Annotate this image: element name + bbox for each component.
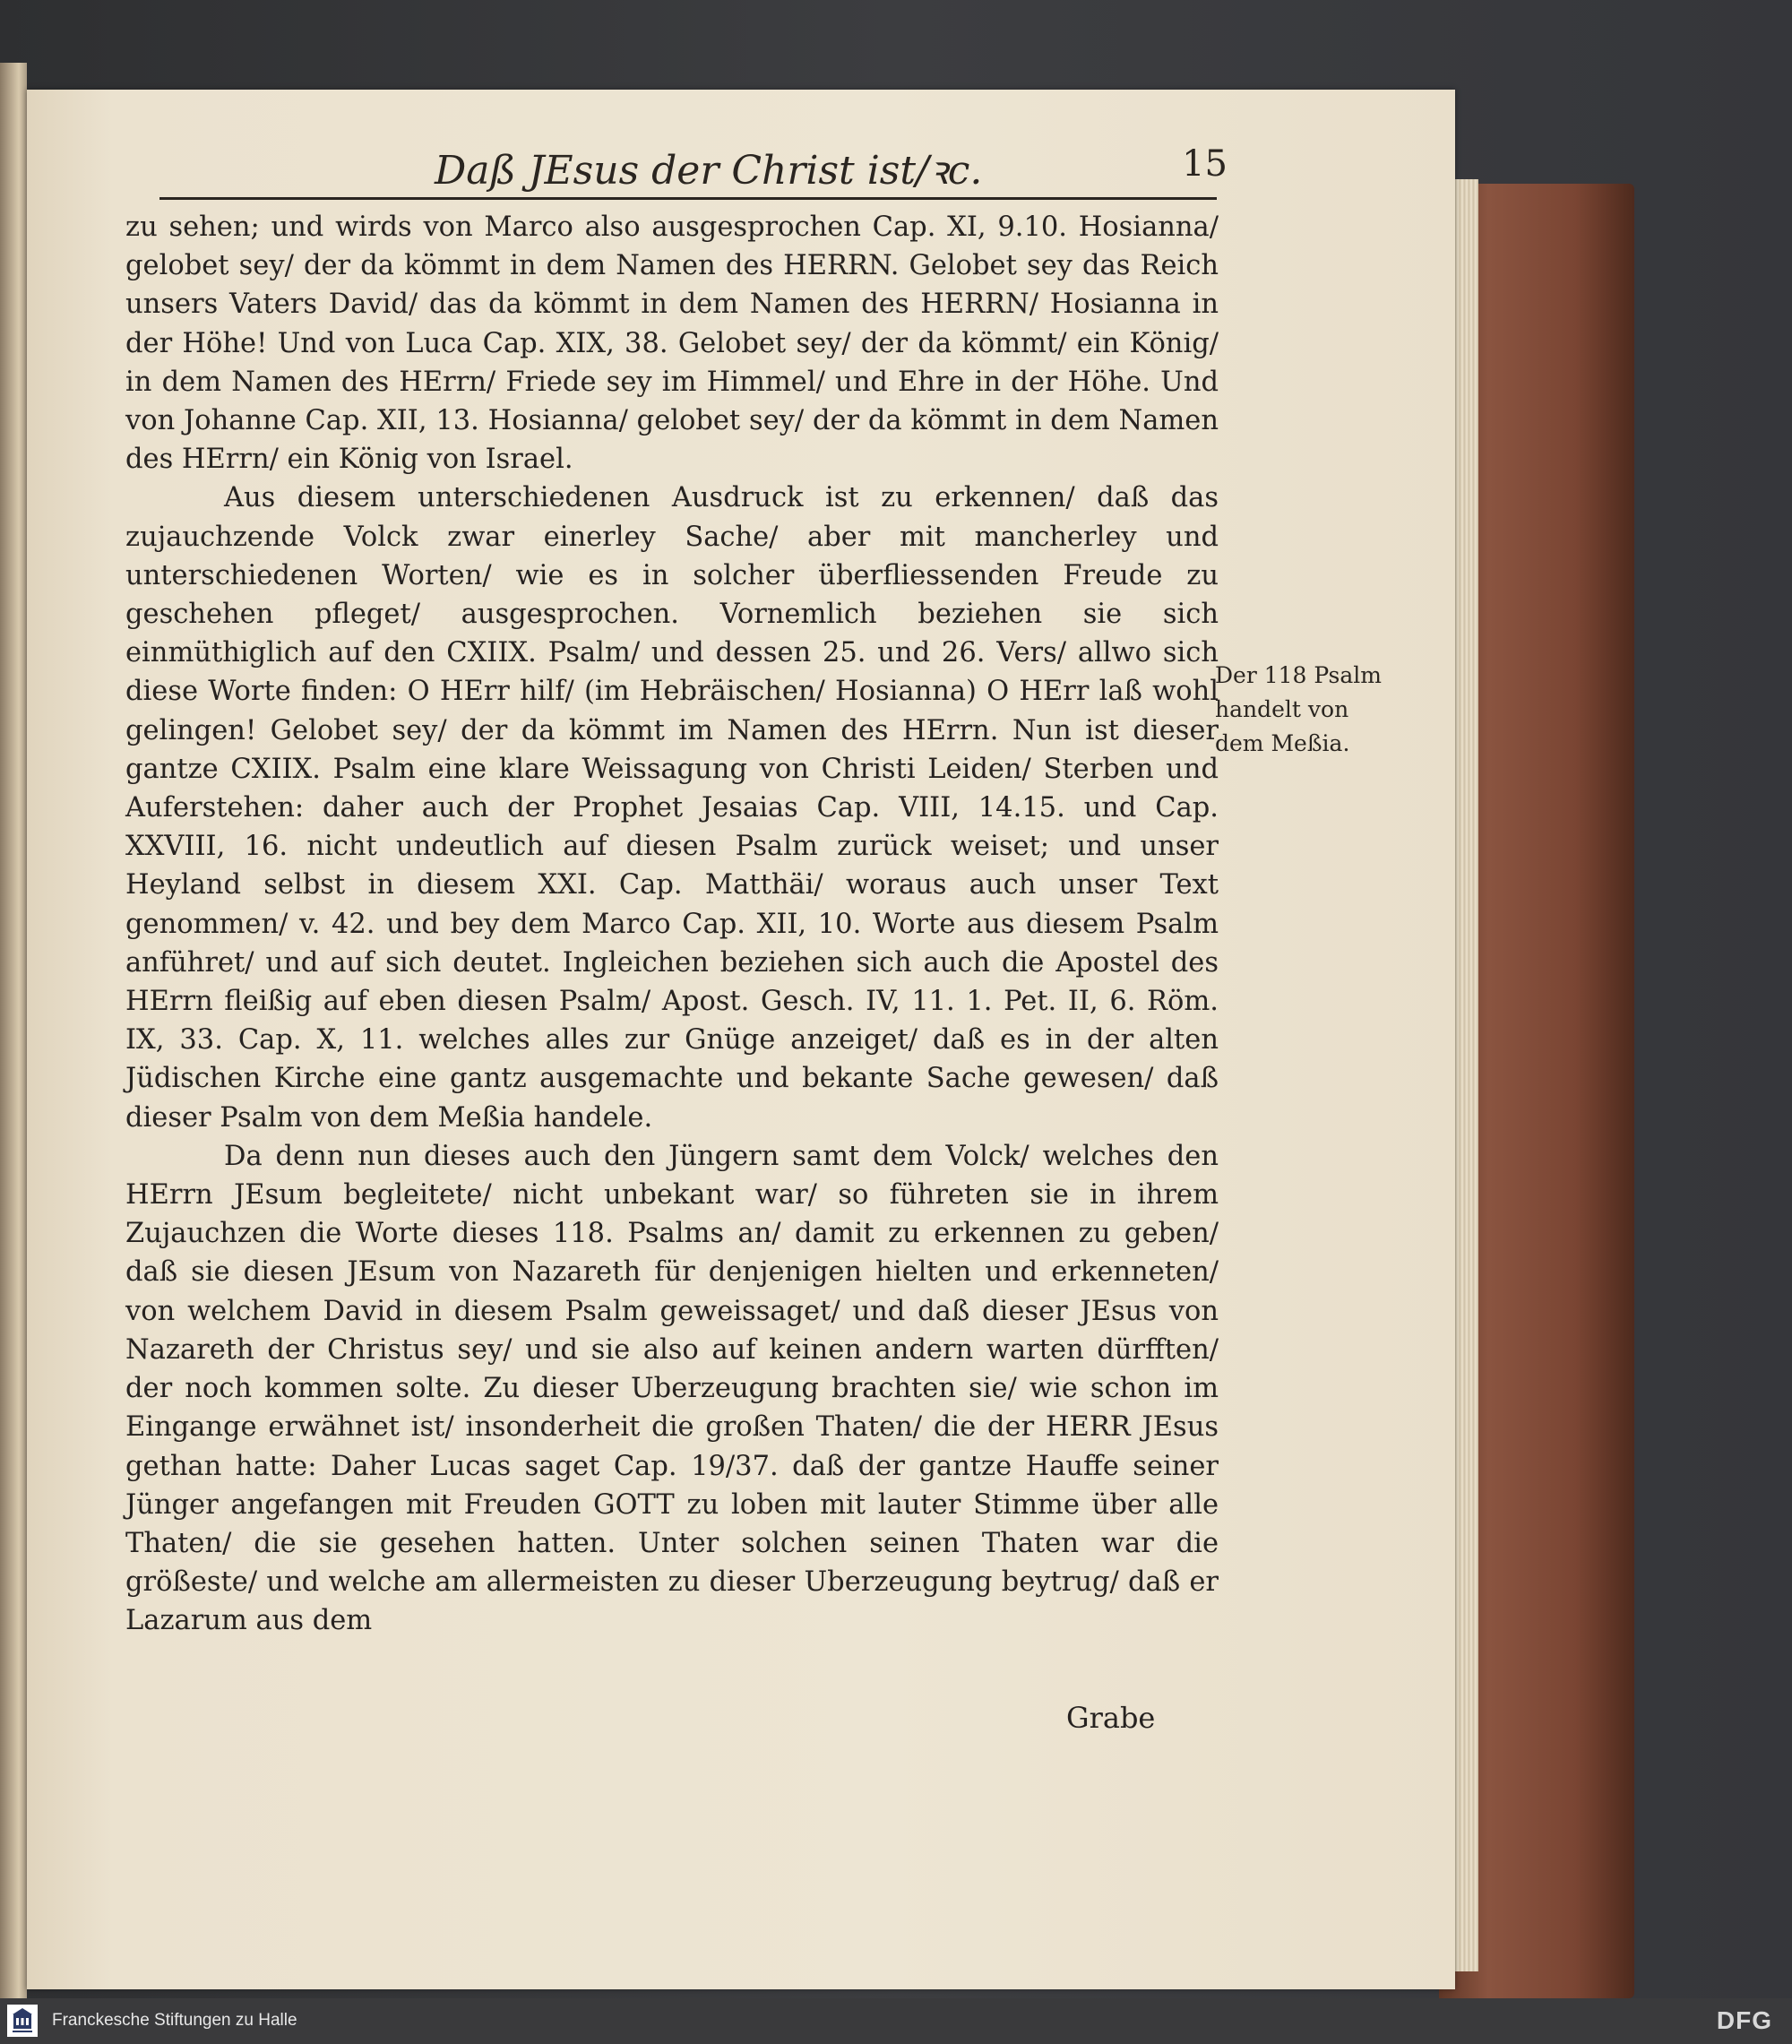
dfg-logo-icon[interactable]: DFG	[1716, 2006, 1772, 2034]
paragraph-1: zu sehen; und wirds von Marco also ausgesprochen Cap. XI, 9.10. Hosianna/ gelobet sey/ der da kömmt in dem Namen des HERRN. Gelobet sey das Reich unsers Vaters David/ das da kömmt in dem Namen des HERRN/ Hosianna in der Höhe! Und von Luca Cap. XIX, 38. Gelobet sey/ der da kömmt/ ein König/ in dem Namen des HErrn/ Friede sey im Himmel/ und Ehre in der Höhe. Und von Johanne Cap. XII, 13. Hosianna/ gelobet sey/ der da kömmt in dem Namen des HErrn/ ein König von Israel.	[125, 211, 1219, 476]
page-header	[125, 134, 1228, 204]
running-head: Daß JEsus der Christ ist/ꝛc.	[435, 148, 983, 194]
institution-name[interactable]: Franckesche Stiftungen zu Halle	[52, 2011, 297, 2030]
paragraph-3: Da denn nun dieses auch den Jüngern samt dem Volck/ welches den HErrn JEsum begleitete/ nicht unbekant war/ so führeten sie in ihrem Zujauchzen die Worte dieses 118. Psalms an/ damit zu erkennen zu geben/ daß sie diesen JEsum von Nazareth für denjenigen hielten und erkenneten/ von welchem David in diesem Psalm geweissaget/ und daß dieser JEsus von Nazareth der Christus sey/ und sie also auf keinen andern warten dürfften/ der noch kommen solte. Zu dieser Uberzeugung brachten sie/ wie schon im Eingange erwähnet ist/ insonderheit die großen Thaten/ die der HERR JEsus gethan hatte: Daher Lucas saget Cap. 19/37. daß der gantze Hauffe seiner Jünger angefangen mit Freuden GOTT zu loben mit lauter Stimme über alle Thaten/ die sie gesehen hatten. Unter solchen seinen Thaten war die größeste/ und welche am allermeisten zu dieser Uberzeugung beytrug/ daß er Lazarum aus dem	[125, 1140, 1219, 1637]
institution-logo-icon[interactable]	[7, 2005, 38, 2037]
page-number: 15	[1182, 143, 1228, 185]
paragraph-2: Aus diesem unterschiedenen Ausdruck ist zu erkennen/ daß das zujauchzende Volck zwar einerley Sache/ aber mit mancherley und unterschiedenen Worten/ wie es in solcher überfliessenden Freude zu geschehen pfleget/ ausgesprochen. Vornemlich beziehen sie sich einmüthiglich auf den CXIIX. Psalm/ und dessen 25. und 26. Vers/ allwo sich diese Worte finden: O HErr hilf/ (im Hebräischen/ Hosianna) O HErr laß wohl gelingen! Gelobet sey/ der da kömmt im Namen des HErrn. Nun ist dieser gantze CXIIX. Psalm eine klare Weissagung von Christi Leiden/ Sterben und Auferstehen: daher auch der Prophet Jesaias Cap. VIII, 14.15. und Cap. XXVIII, 16. nicht undeutlich auf diesen Psalm zurück weiset; und unser Heyland selbst in diesem XXI. Cap. Matthäi/ woraus auch unser Text genommen/ v. 42. und bey dem Marco Cap. XII, 10. Worte aus diesem Psalm anführet/ und auf sich deutet. Ingleichen beziehen sich auch die Apostel des HErrn fleißig auf eben diesen Psalm/ Apost. Gesch. IV, 11. 1. Pet. II, 6. Röm. IX, 33. Cap. X, 11. welches alles zur Gnüge anzeiget/ daß es in der alten Jüdischen Kirche eine gantz ausgemachte und bekante Sache gewesen/ daß dieser Psalm von dem Meßia handele.	[125, 482, 1219, 1134]
main-text	[125, 208, 1219, 1641]
header-rule	[159, 197, 1217, 200]
catchword: Grabe	[1066, 1701, 1156, 1735]
marginal-note: Der 118 Psalm handelt von dem Meßia.	[1215, 662, 1382, 756]
facing-page-edge	[0, 63, 27, 1998]
viewer-footer	[0, 1998, 1792, 2044]
